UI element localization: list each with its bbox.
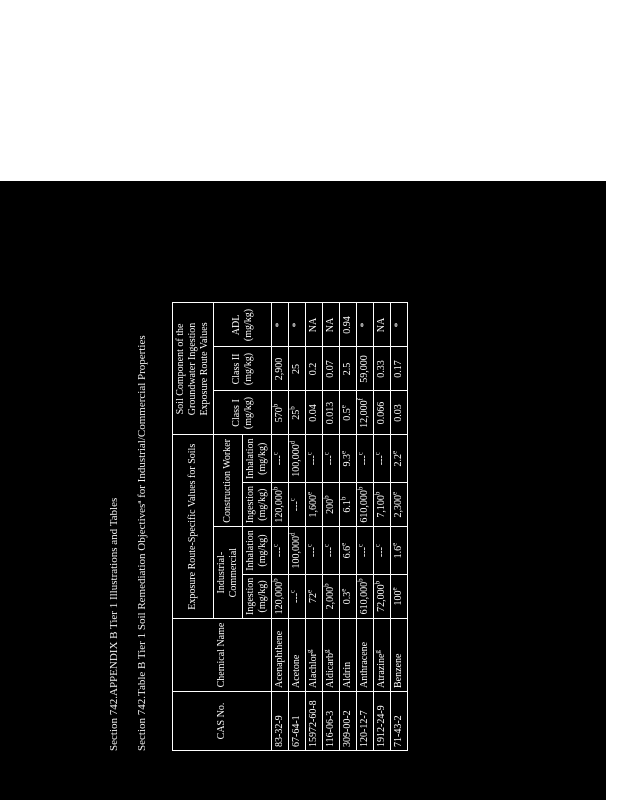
footnote: b [373,491,382,496]
value: 610,000 [359,581,370,615]
footnote: e [390,450,399,455]
value: 100,000 [291,444,302,477]
value: 72,000 [376,584,387,612]
value: 6.6 [342,545,353,559]
value: 100 [393,590,404,606]
header-class-2: Class II (mg/kg) [214,347,272,391]
header-soil-groundwater: Soil Component of the Groundwater Ingestion Exposure Route Values [173,303,214,435]
value: 120,000 [274,490,285,523]
value: 0.33 [376,360,387,378]
footnote: c [373,452,382,456]
footnote: e [390,491,399,495]
cas-number: 71-43-2 [391,692,408,751]
chemical-name-cell [306,619,323,692]
footnote: e [390,587,399,591]
value: 2,000 [325,586,336,610]
cas-number: 83-32-9 [272,692,289,751]
value-cell [374,483,391,527]
footnote: c [373,543,382,548]
cas-number: 116-06-3 [323,692,340,751]
footnote: c [288,589,297,593]
value: 0.2 [308,362,319,376]
cas-number: 120-12-7 [357,692,374,751]
footnote: b [271,578,280,582]
value: * [274,322,285,328]
value-cell [289,303,306,347]
value-cell [391,391,408,435]
value-cell [357,527,374,575]
footnote: b [373,580,382,585]
header-class-1: Class I (mg/kg) [214,391,272,435]
table-heading: Section 742.Table B Tier 1 Soil Remediation Objectivesª for Industrial/Commercial Properties [136,335,148,751]
value-cell [340,435,357,483]
chemical-name: Anthracene [357,619,374,692]
value: 59,000 [359,355,370,383]
footnote: e [305,491,314,495]
footnote: b [271,486,280,491]
value-cell [357,303,374,347]
footnote: g [373,650,382,654]
header-industrial-commercial: Industrial-Commercial [214,527,243,619]
value-cell [357,483,374,527]
value-cell [340,347,357,391]
header-inhalation-construction: Inhalation (mg/kg) [243,435,272,483]
chemical-name: Atrazine [376,653,387,688]
value: --- [274,547,285,558]
value: 1.6 [393,545,404,559]
value: 12,000 [359,400,370,428]
value: 100,000 [291,536,302,569]
value-cell [340,527,357,575]
value-cell [391,303,408,347]
value-cell [272,303,289,347]
value-cell [289,527,306,575]
table-row [306,303,323,751]
value-cell [340,483,357,527]
value-cell [289,483,306,527]
value: 25 [291,363,302,374]
chemical-name: Alachlor [308,653,319,688]
chemical-name-cell [323,619,340,692]
table-row [289,303,306,751]
footnote: e [339,450,348,455]
value: 570 [274,407,285,423]
value-cell [323,303,340,347]
value: * [359,322,370,328]
value: --- [359,547,370,558]
scanned-document [0,181,612,800]
footnote: d [288,532,297,537]
value-cell [289,435,306,483]
value: 2.2 [393,454,404,467]
rotated-page-content [108,181,588,751]
value-cell [374,303,391,347]
value-cell [323,435,340,483]
footnote: g [322,649,331,653]
value: 25 [291,409,302,420]
value-cell [374,435,391,483]
value-cell [340,391,357,435]
value-cell [289,574,306,618]
footnote: b [271,403,280,408]
footnote: b [356,578,365,582]
footnote: c [288,498,297,502]
value-cell [340,303,357,347]
value: --- [359,455,370,466]
value-cell [272,391,289,435]
value-cell [357,347,374,391]
header-cas: CAS No. [173,692,272,751]
footnote: c [356,452,365,456]
table-row [323,303,340,751]
value-cell [357,391,374,435]
value-cell [374,574,391,618]
footnote: e [339,588,348,592]
footnote: b [322,495,331,499]
value: * [393,322,404,328]
value: 0.03 [393,404,404,422]
chemical-name: Aldrin [340,619,357,692]
value-cell [374,527,391,575]
value: 0.066 [376,401,387,425]
value: 120,000 [274,581,285,615]
value: NA [376,317,387,333]
value: 0.94 [342,316,353,334]
table-row [340,303,357,751]
cas-number: 67-64-1 [289,692,306,751]
footnote: e [390,542,399,546]
value: 2,300 [393,494,404,518]
value-cell [306,347,323,391]
header-construction-worker: Construction Worker [214,435,243,527]
value: --- [291,592,302,603]
value: --- [308,547,319,558]
value: 9.3 [342,454,353,467]
value-cell [306,435,323,483]
scan-edge [606,181,612,800]
value-cell [306,391,323,435]
value-cell [391,347,408,391]
cas-number: 15972-60-8 [306,692,323,751]
value-cell [306,303,323,347]
chemical-name: Acetone [289,619,306,692]
footnote: b [356,486,365,491]
value-cell [306,527,323,575]
table-row [272,303,289,751]
value: NA [325,317,336,333]
value: 72 [308,592,319,603]
value-cell [391,574,408,618]
value-cell [306,574,323,618]
value-cell [340,574,357,618]
value: 0.04 [308,404,319,422]
value-cell [272,574,289,618]
footnote: g [305,649,314,653]
value: --- [274,455,285,466]
footnote: c [322,452,331,456]
footnote: e [305,589,314,593]
value: * [291,322,302,328]
value-cell [306,483,323,527]
header-chemical-name: Chemical Name [173,619,272,692]
footnote: b [322,583,331,587]
value: 0.013 [325,401,336,425]
value: 0.3 [342,591,353,605]
header-adl: ADL (mg/kg) [214,303,272,347]
table-row [391,303,408,751]
footnote: d [288,440,297,445]
value-cell [391,435,408,483]
chemical-name: Benzene [391,619,408,692]
value: --- [325,455,336,466]
footnote: b [339,496,348,501]
footnote: e [339,405,348,409]
table-row [357,303,374,751]
footnote: c [322,543,331,548]
chemical-name-cell [374,619,391,692]
value: 610,000 [359,490,370,523]
footnote: b [288,406,297,410]
value-cell [289,347,306,391]
value-cell [289,391,306,435]
value-cell [272,527,289,575]
header-ingestion-construction: Ingestion (mg/kg) [243,483,272,527]
value-cell [374,347,391,391]
value-cell [323,527,340,575]
value-cell [323,347,340,391]
section-heading: Section 742.APPENDIX B Tier 1 Illustrations and Tables [108,497,120,751]
chemical-name: Acenaphthene [272,619,289,692]
value: 0.07 [325,360,336,378]
value-cell [272,435,289,483]
value-cell [391,483,408,527]
value: 200 [325,498,336,514]
value: --- [291,501,302,512]
value: 6.1 [342,500,353,513]
footnote: f [356,398,365,401]
value: 2.5 [342,362,353,376]
value: --- [308,455,319,466]
footnote: c [271,452,280,456]
cas-number: 309-00-2 [340,692,357,751]
footnote: c [305,452,314,456]
value-cell [272,483,289,527]
value-cell [357,435,374,483]
value: 1,600 [308,494,319,518]
value-cell [391,527,408,575]
value-cell [323,391,340,435]
value: 0.17 [393,360,404,378]
table-row [374,303,391,751]
value: 7,100 [376,495,387,518]
header-ingestion: Ingestion (mg/kg) [243,574,272,618]
header-row-1 [173,303,214,751]
header-inhalation: Inhalation (mg/kg) [243,527,272,575]
cas-number: 1912-24-9 [374,692,391,751]
value-cell [272,347,289,391]
footnote: c [271,543,280,548]
footnote: c [305,543,314,548]
value-cell [357,574,374,618]
footnote: c [356,543,365,548]
value: 2,900 [274,357,285,381]
value-cell [374,391,391,435]
value-cell [323,483,340,527]
value: --- [376,455,387,466]
value: --- [376,547,387,558]
table-body [272,303,408,751]
chemical-name: Aldicarb [325,653,336,688]
value: 0.5 [342,408,353,421]
value-cell [323,574,340,618]
header-exposure-route: Exposure Route-Specific Values for Soils [173,435,214,619]
value: NA [308,317,319,333]
value: --- [325,547,336,558]
footnote: e [339,542,348,546]
soil-remediation-table [172,302,408,751]
